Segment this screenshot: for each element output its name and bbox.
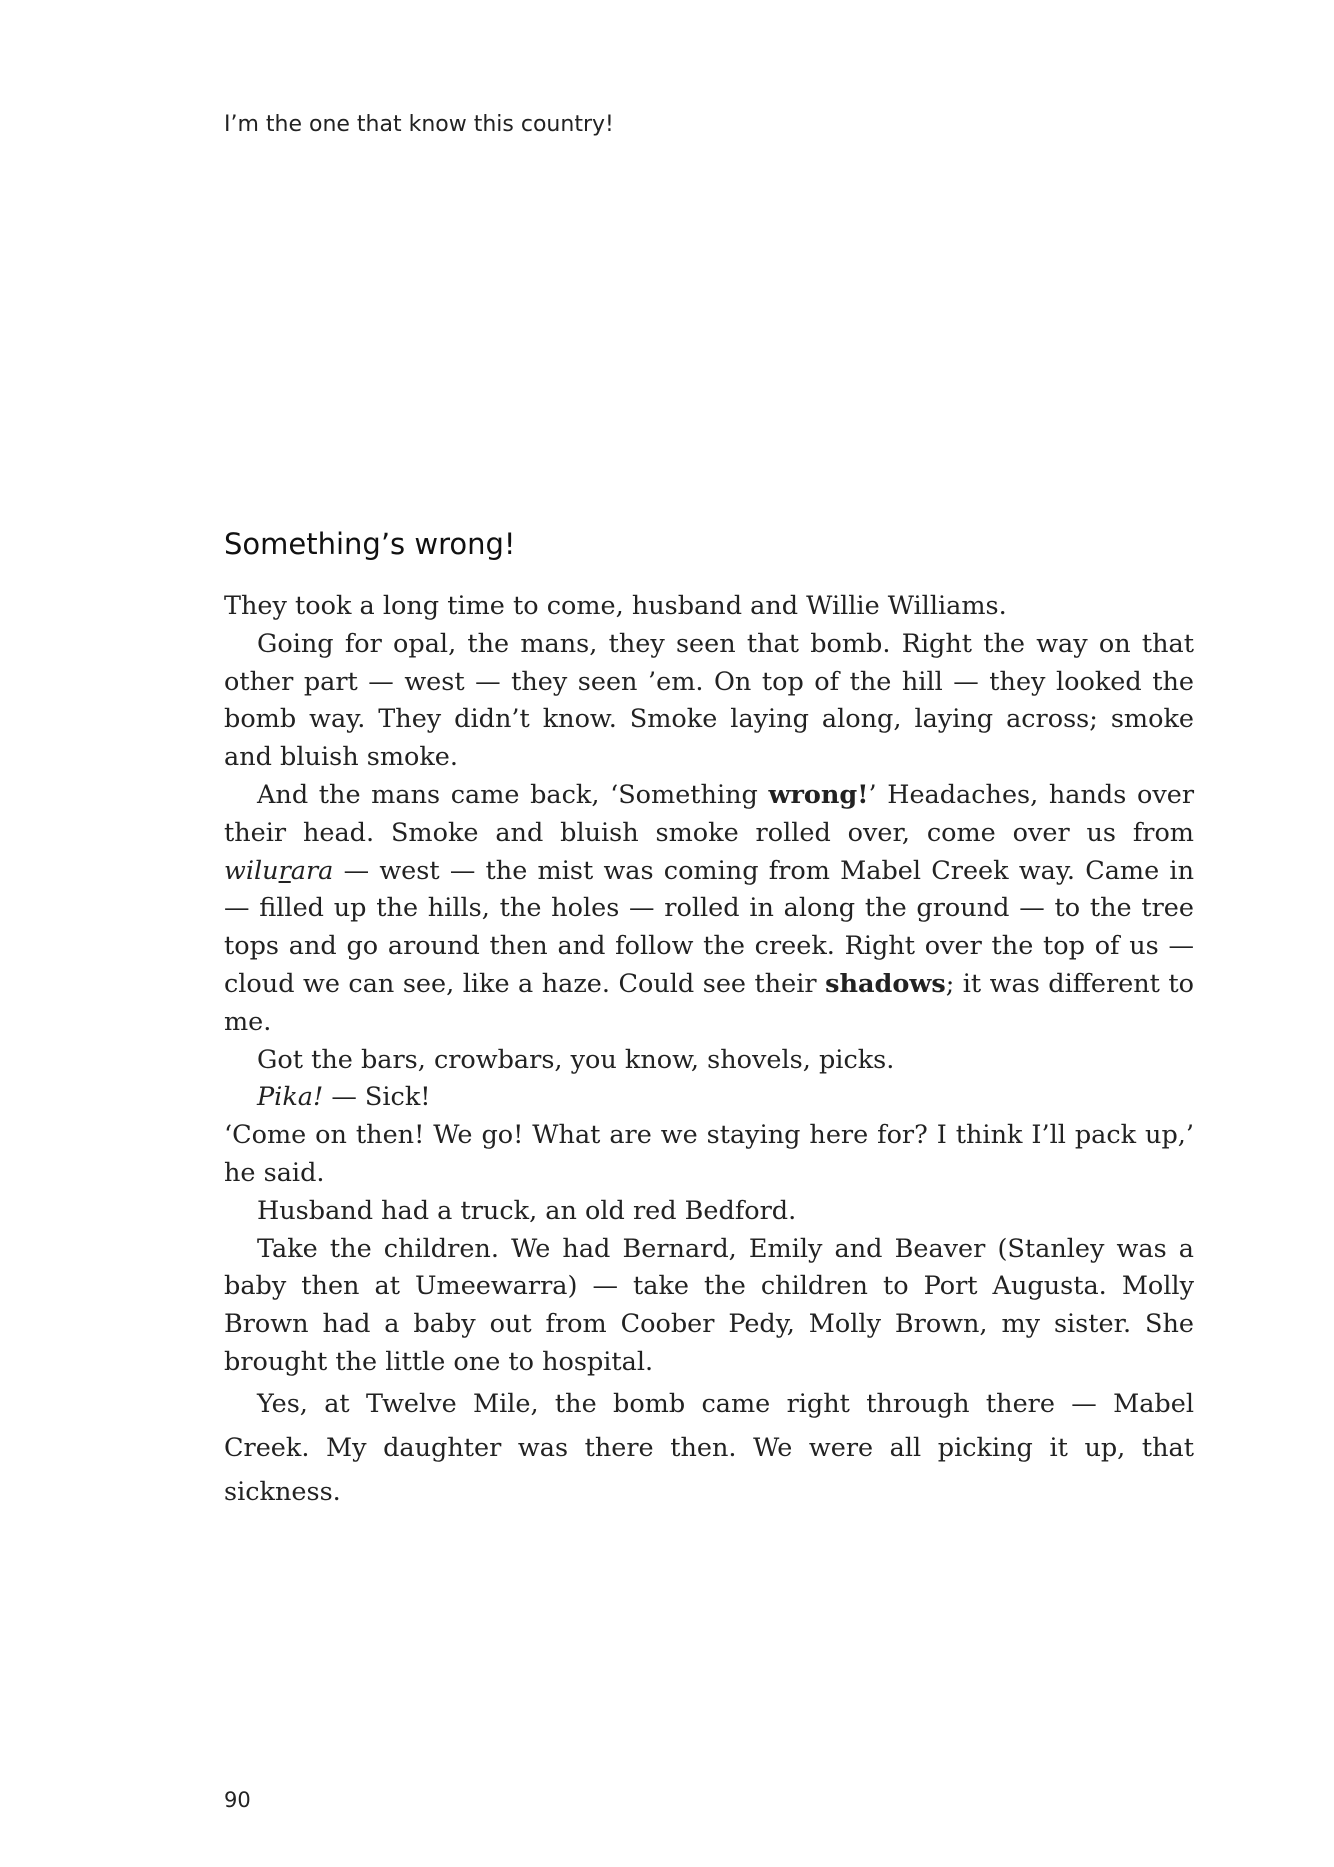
paragraph-8: Take the children. We had Bernard, Emily and Beaver (Stanley was a baby then at Umeewarra) — take the children to Port Augusta. Molly Brown had a baby out from Coober Pedy, Molly Brown, my sister. She brought the little one to hospital. — [224, 1233, 1194, 1377]
paragraph-5 — [224, 1079, 1194, 1117]
paragraph-6: ‘Come on then! We go! What are we staying here for? I think I’ll pack up,’ he said. — [224, 1120, 1194, 1188]
paragraph-3-text-a: And the mans came back, ‘Something — [257, 779, 769, 810]
paragraph-3-text-c: ’ Headaches, hands over their head. Smoke and bluish smoke rolled over, come over us from — [224, 779, 1195, 848]
paragraph-2: Going for opal, the mans, they seen that bomb. Right the way on that other part — west — they seen ’em. On top of the hill — they looked the bomb way. They didn’t know. Smoke laying along, laying across; smoke and bluish smoke. — [224, 628, 1194, 773]
term-wilurara — [224, 856, 333, 886]
term-wilurara-part-3: ara — [290, 855, 334, 886]
emphasis-wrong: wrong! — [768, 779, 869, 810]
paragraph-3-text-g: ; it was different to me. — [224, 968, 1194, 1037]
section-title: Something’s wrong! — [224, 527, 516, 561]
paragraph-3 — [224, 777, 1194, 1042]
running-head: I’m the one that know this country! — [224, 112, 614, 137]
paragraph-4: Got the bars, crowbars, you know, shovels, picks. — [257, 1044, 895, 1075]
emphasis-shadows: shadows — [825, 968, 946, 999]
term-wilurara-part-1: wilu — [224, 855, 279, 886]
body-text — [224, 588, 1194, 1514]
section-somethings-wrong — [224, 524, 1194, 1514]
page-number: 90 — [224, 1788, 251, 1812]
paragraph-3-text-e: — west — the mist was coming from Mabel Creek way. Came in — filled up the hills, the holes — rolled in along the ground — to the tree tops and go around then and follow the creek. Right over the top of us — cloud we can see, like a haze. Could see their — [224, 855, 1194, 999]
paragraph-9: Yes, at Twelve Mile, the bomb came right through there — Mabel Creek. My daughter was there then. We were all picking it up, that sickness. — [224, 1388, 1194, 1507]
paragraph-7: Husband had a truck, an old red Bedford. — [257, 1195, 797, 1226]
paragraph-5-text: — Sick! — [323, 1082, 431, 1113]
paragraph-1: They took a long time to come, husband and Willie Williams. — [224, 591, 1007, 621]
term-wilurara-underlined-r: r — [278, 855, 291, 886]
term-pika: Pika! — [257, 1082, 324, 1113]
